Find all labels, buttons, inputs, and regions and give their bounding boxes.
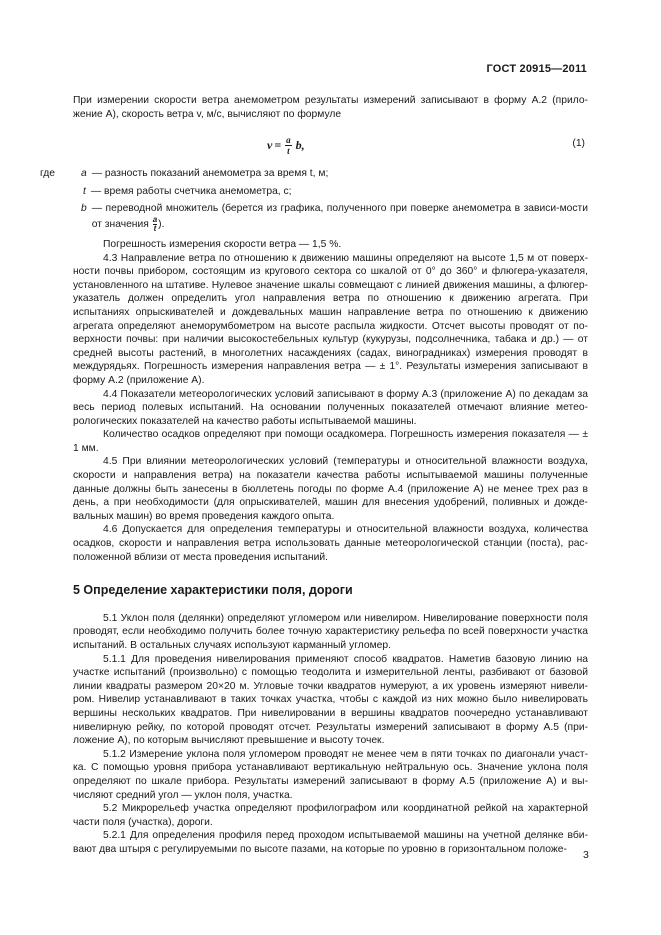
document-header: ГОСТ 20915—2011 xyxy=(486,63,587,75)
paragraph: 4.4 Показатели метеорологических условий записывают в форму А.3 (приложение А) по декадам за весь период полевых испытаний. На основании полученных показателей отмечают влияние метео-рологических показателей на качество работы испытываемой машины. xyxy=(73,388,588,427)
formula-rhs: b, xyxy=(295,137,305,152)
paragraph: 4.5 При влиянии метеорологических условий (температуры и относительной влажности воздуха, скорости и направления ветра) на показатели качества работы испытываемой машины полученные данные должны быть занесены в бюллетень погоды по форме А.4 (приложение А) не менее трех раз в день, а при необходимости (для опрыскивателей, машин для внесения удобрений, поливных и дожде-вальных машин) во время проведения каждого опыта. xyxy=(73,456,588,522)
def-inline-numerator: a xyxy=(152,214,158,224)
where-def-t xyxy=(73,185,588,199)
paragraph: 5.1 Уклон поля (делянки) определяют угломером или нивелиром. Нивелирование поверхности поля проводят, если необходимо получить более точную характеристику рельефа по всей поверхности участка испытаний. В остальных случаях используют карманный угломер. xyxy=(73,612,588,651)
def-symbol: b xyxy=(81,203,87,215)
section-title: 5 Определение характеристики поля, дороги xyxy=(73,583,353,598)
formula-number: (1) xyxy=(572,138,585,150)
where-label: где xyxy=(40,168,56,180)
paragraphs-section-5 xyxy=(73,612,588,857)
paragraphs-section-4 xyxy=(73,238,588,564)
def-text: — время работы счетчика анемометра, с; xyxy=(90,185,292,197)
velocity-formula xyxy=(267,135,305,156)
formula-equals: = xyxy=(274,137,282,152)
paragraph: 5.2.1 Для определения профиля перед проходом испытываемой машины на учетной делянке вби-вают два штыря с регулируемыми по высоте пазами, на которые по уровню в горизонтальном положе- xyxy=(73,830,588,855)
def-inline-denominator: t xyxy=(153,223,157,233)
def-text-tail: ). xyxy=(158,219,165,231)
def-symbol: t xyxy=(83,185,86,197)
where-block xyxy=(40,167,588,233)
formula-row xyxy=(73,131,588,161)
page-number: 3 xyxy=(583,849,589,861)
def-text-main: — переводной множитель (берется из графика, полученного при поверке анемометра в зависи-мости от значения xyxy=(91,203,588,231)
formula-denominator: t xyxy=(287,146,290,157)
intro-paragraph: При измерении скорости ветра анемометром результаты измерений записывают в форму А.2 (прило-жение А), скорость ветра v, м/с, вычисляют по формуле xyxy=(73,95,588,120)
formula-numerator: a xyxy=(286,135,291,146)
paragraph: 4.6 Допускается для определения температуры и относительной влажности воздуха, количества осадков, скорости и направления ветра использовать данные метеорологической станции (поста), рас-положенной вблизи от места проведения испытаний. xyxy=(73,524,588,563)
where-def-b xyxy=(73,202,588,233)
paragraph: Погрешность измерения скорости ветра — 1,5 %. xyxy=(103,238,342,250)
paragraph: 5.2 Микрорельеф участка определяют профилографом или координатной рейкой на характерной части поля (участка), дороги. xyxy=(73,803,588,828)
def-symbol: a xyxy=(81,168,87,180)
document-body xyxy=(40,94,588,857)
paragraph: 5.1.1 Для проведения нивелирования применяют способ квадратов. Наметив базовую линию на участке испытаний (произвольно) с помощью теодолита и измерительной ленты, разбивают от базовой линии квадраты размером 20×20 м. Угловые точки квадратов нумеруют, а их уровень измеряют нивели-ром. Нивелир устанавливают в таких точках участка, чтобы с каждой из них можно было нивелировать вершины нескольких квадратов. При нивелировании в вершины квадратов поочередно устанавливают нивелирную рейку, по которой проводят отсчет. Результаты измерений записывают в форму А.5 (при-ложение А), по которым вычисляют превышение и высоту точек. xyxy=(73,653,588,747)
formula-fraction xyxy=(285,135,292,156)
paragraph: 4.3 Направление ветра по отношению к движению машины определяют на высоте 1,5 м от поверх-ности почвы прибором, состоящим из кругового сектора со шкалой от 0° до 360° и флюгера-указателя, установленного на штативе. Нулевое значение шкалы совмещают с линией движения машины, а флюгер-указатель должен определить угол направления ветра по отношению к движению агрегата. При испытаниях опрыскивателей и дождевальных машин направление ветра по отношению к движению агрегата определяют анеморумбометром на высоте распыла жидкости. Отсчет высоты проводят от по-верхности почвы: при наличии высокостебельных культур (кукурузы, подсолнечника, табака и др.) — от средней высоты растений, в многолетних насаждениях (садах, виноградниках) измерения проводят в междурядьях. Погрешность измерения направления ветра — ± 1°. Результаты измерения записывают в форму А.2 (приложение А). xyxy=(73,252,588,386)
paragraph: Количество осадков определяют при помощи осадкомера. Погрешность измерения показателя — ± 1 мм. xyxy=(73,429,588,454)
def-text xyxy=(92,202,588,233)
paragraph: 5.1.2 Измерение уклона поля угломером проводят не менее чем в пяти точках по диагонали участ-ка. С помощью уровня прибора устанавливают вертикальную нейтральную ось. Значение уклона поля определяют по шкале прибора. Результаты измерений записывают в форму А.5 (приложение А) и вы-числяют средний угол — уклон поля, участка. xyxy=(73,748,588,801)
formula-lhs: v xyxy=(267,137,273,152)
def-text: — разность показаний анемометра за время t, м; xyxy=(91,168,329,180)
def-inline-fraction xyxy=(153,216,157,233)
where-def-a xyxy=(40,167,588,181)
